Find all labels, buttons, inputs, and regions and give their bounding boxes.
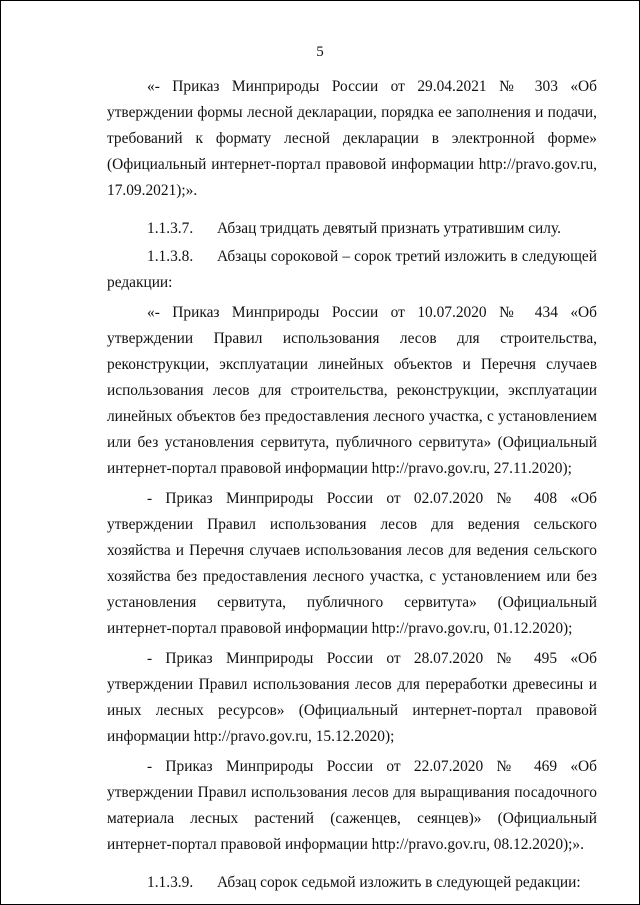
clause-number: 1.1.3.7.: [147, 220, 194, 237]
document-body: [107, 74, 597, 896]
clause-text: Абзацы сороковой – сорок третий изложить в следующей: [217, 248, 597, 265]
clause-text: Абзац сорок седьмой изложить в следующей редакции:: [217, 874, 581, 891]
paragraph-order-434: «- Приказ Минприроды России от 10.07.2020 № 434 «Об утверждении Правил использования лесов для строительства, реконструкции, эксплуатации линейных объектов и Перечня случаев использования лесов для строительства, реконструкции, эксплуатации линейных объектов без предоставления лесного участка, с установлением или без установления сервитута, публичного сервитута» (Официальный интернет-портал правовой информации http://pravo.gov.ru, 27.11.2020);: [107, 304, 597, 477]
clause-continuation: редакции:: [107, 274, 173, 291]
clause-text: Абзац тридцать девятый признать утратившим силу.: [217, 220, 561, 237]
page-number: 5: [316, 44, 324, 60]
clause-number: 1.1.3.9.: [147, 874, 194, 891]
paragraph-order-469: - Приказ Минприроды России от 22.07.2020 № 469 «Об утверждении Правил использования лесов для выращивания посадочного материала лесных растений (саженцев, сеянцев)» (Официальный интернет-портал правовой информации http://pravo.gov.ru, 08.12.2020);».: [107, 758, 597, 853]
paragraph-order-408: - Приказ Минприроды России от 02.07.2020 № 408 «Об утверждении Правил использования лесов для ведения сельского хозяйства и Перечня случаев использования лесов для ведения сельского хозяйства без предоставления лесного участка, с установлением или без установления сервитута, публичного сервитута» (Официальный интернет-портал правовой информации http://pravo.gov.ru, 01.12.2020);: [107, 490, 597, 637]
paragraph-order-303: «- Приказ Минприроды России от 29.04.2021 № 303 «Об утверждении формы лесной декларации, порядка ее заполнения и подачи, требований к формату лесной декларации в электронной форме» (Официальный интернет-портал правовой информации http://pravo.gov.ru, 17.09.2021);».: [107, 78, 597, 199]
clause-1-1-3-8: [107, 244, 597, 270]
clause-1-1-3-7: [107, 216, 597, 242]
clause-1-1-3-9: [107, 870, 597, 896]
paragraph-order-495: - Приказ Минприроды России от 28.07.2020 № 495 «Об утверждении Правил использования лесов для переработки древесины и иных лесных ресурсов» (Официальный интернет-портал правовой информации http://pravo.gov.ru, 15.12.2020);: [107, 650, 597, 745]
clause-number: 1.1.3.8.: [147, 248, 194, 265]
